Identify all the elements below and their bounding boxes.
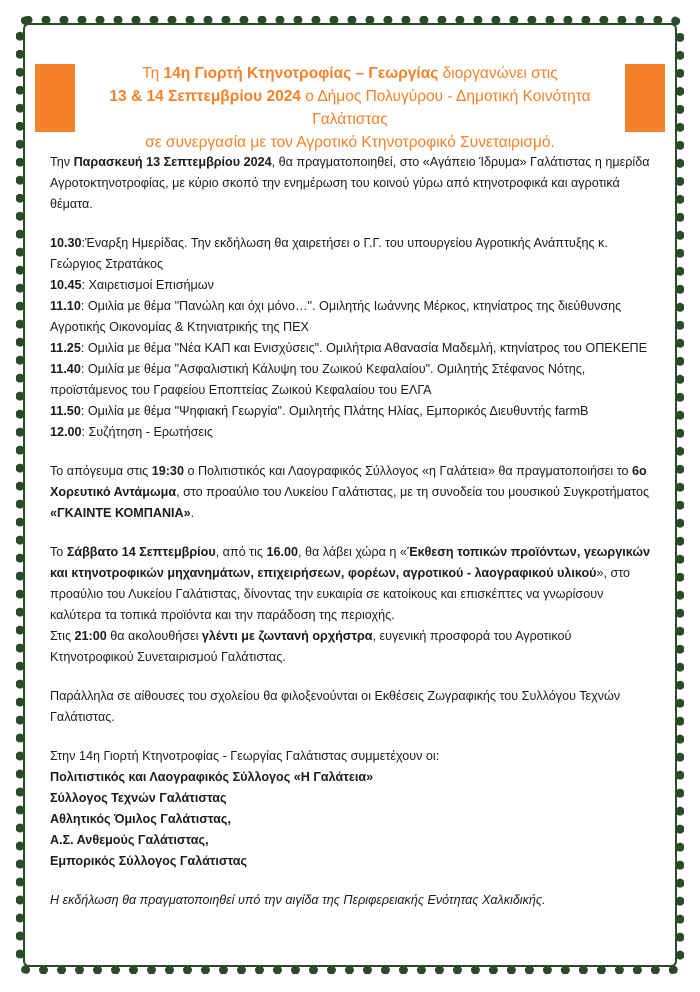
participant-item: Πολιτιστικός και Λαογραφικός Σύλλογος «Η Γαλάτεια» — [50, 770, 374, 784]
header-line-2: 13 & 14 Σεπτεμβρίου 2024 ο Δήμος Πολυγύρου - Δημοτική Κοινότητα Γαλάτιστας — [109, 88, 591, 128]
participants-list — [50, 767, 650, 872]
parallel-paragraph: Παράλληλα σε αίθουσες του σχολείου θα φιλοξενούνται οι Εκθέσεις Ζωγραφικής του Συλλόγου Τεχνών Γαλάτιστας. — [50, 689, 621, 724]
schedule-item: 12.00: Συζήτηση - Ερωτήσεις — [50, 425, 213, 439]
participant-item: Σύλλογος Τεχνών Γαλάτιστας — [50, 791, 227, 805]
intro-paragraph: Την Παρασκευή 13 Σεπτεμβρίου 2024, θα πραγματοποιηθεί, στο «Αγάπειο Ίδρυμα» Γαλάτιστας η ημερίδα Αγροτοκτηνοτροφίας, με κύριο σκοπό την ενημέρωση του κοινού γύρω από κτηνοτροφικά και αγροτικά θέματα. — [50, 155, 650, 211]
participant-item: Α.Σ. Ανθεμούς Γαλάτιστας, — [50, 833, 209, 847]
schedule-item: 11.40: Ομιλία με θέμα "Ασφαλιστική Κάλυψη του Ζωικού Κεφαλαίου". Ομιλητής Στέφανος Νότης, προϊστάμενος του Γραφείου Εποπτείας Ζωικού Κεφαλαίου του ΕΛΓΑ — [50, 362, 586, 397]
schedule-item: 10.45: Χαιρετισμοί Επισήμων — [50, 278, 214, 292]
schedule-item: 11.25: Ομιλία με θέμα "Νέα ΚΑΠ και Ενισχύσεις". Ομιλήτρια Αθανασία Μαδεμλή, κτηνίατρος του ΟΠΕΚΕΠΕ — [50, 341, 648, 355]
participants-intro: Στην 14η Γιορτή Κτηνοτροφίας - Γεωργίας Γαλάτιστας συμμετέχουν οι: — [50, 749, 440, 763]
header-line-1: Τη 14η Γιορτή Κτηνοτροφίας – Γεωργίας διοργανώνει στις — [142, 65, 558, 82]
schedule-item: 10.30:Έναρξη Ημερίδας. Την εκδήλωση θα χαιρετήσει ο Γ.Γ. του υπουργείου Αγροτικής Ανάπτυξης κ. Γεώργιος Στρατάκος — [50, 236, 608, 271]
schedule-item: 11.10: Ομιλία με θέμα "Πανώλη και όχι μόνο…". Ομιλητής Ιωάννης Μέρκος, κτηνίατρος της διεύθυνσης Αγροτικής Οικονομίας & Κτηνιατρικής της ΠΕΧ — [50, 299, 622, 334]
schedule-item: 11.50: Ομιλία με θέμα "Ψηφιακή Γεωργία". Ομιλητής Πλάτης Ηλίας, Εμπορικός Διευθυντής farmB — [50, 404, 589, 418]
header-line-3: σε συνεργασία με τον Αγροτικό Κτηνοτροφικό Συνεταιρισμό. — [145, 134, 555, 151]
footer-note: Η εκδήλωση θα πραγματοποιηθεί υπό την αιγίδα της Περιφερειακής Ενότητας Χαλκιδικής. — [50, 893, 546, 907]
evening-paragraph: Το απόγευμα στις 19:30 ο Πολιτιστικός και Λαογραφικός Σύλλογος «η Γαλάτεια» θα πραγματοποιήσει το 6ο Χορευτικό Αντάμωμα, στο προαύλιο του Λυκείου Γαλάτιστας, με τη συνοδεία του μουσικού Συγκροτήματος «ΓΚΑΙΝΤΕ ΚΟΜΠΑΝΙΑ». — [50, 464, 650, 520]
left-orange-block — [35, 64, 75, 132]
participant-item: Αθλητικός Όμιλος Γαλάτιστας, — [50, 812, 231, 826]
header — [86, 62, 614, 154]
schedule-list — [50, 233, 650, 443]
saturday-paragraph: Το Σάββατο 14 Σεπτεμβρίου, από τις 16.00, θα λάβει χώρα η «Έκθεση τοπικών προϊόντων, γεωργικών και κτηνοτροφικών μηχανημάτων, επιχειρήσεων, φορέων, αγροτικού - λαογραφικού υλικού», στο προαύλιο του Λυκείου Γαλάτιστας, δίνοντας την ευκαιρία σε κατοίκους και επισκέπτες να γνωρίσουν καλύτερα τα τοπικά προϊόντα και την παράδοση της περιοχής. — [50, 545, 650, 622]
participant-item: Εμπορικός Σύλλογος Γαλάτιστας — [50, 854, 248, 868]
document-body — [50, 152, 650, 911]
party-paragraph: Στις 21:00 θα ακολουθήσει γλέντι με ζωντανή ορχήστρα, ευγενική προσφορά του Αγροτικού Κτηνοτροφικού Συνεταιρισμού Γαλάτιστας. — [50, 629, 572, 664]
right-orange-block — [625, 64, 665, 132]
